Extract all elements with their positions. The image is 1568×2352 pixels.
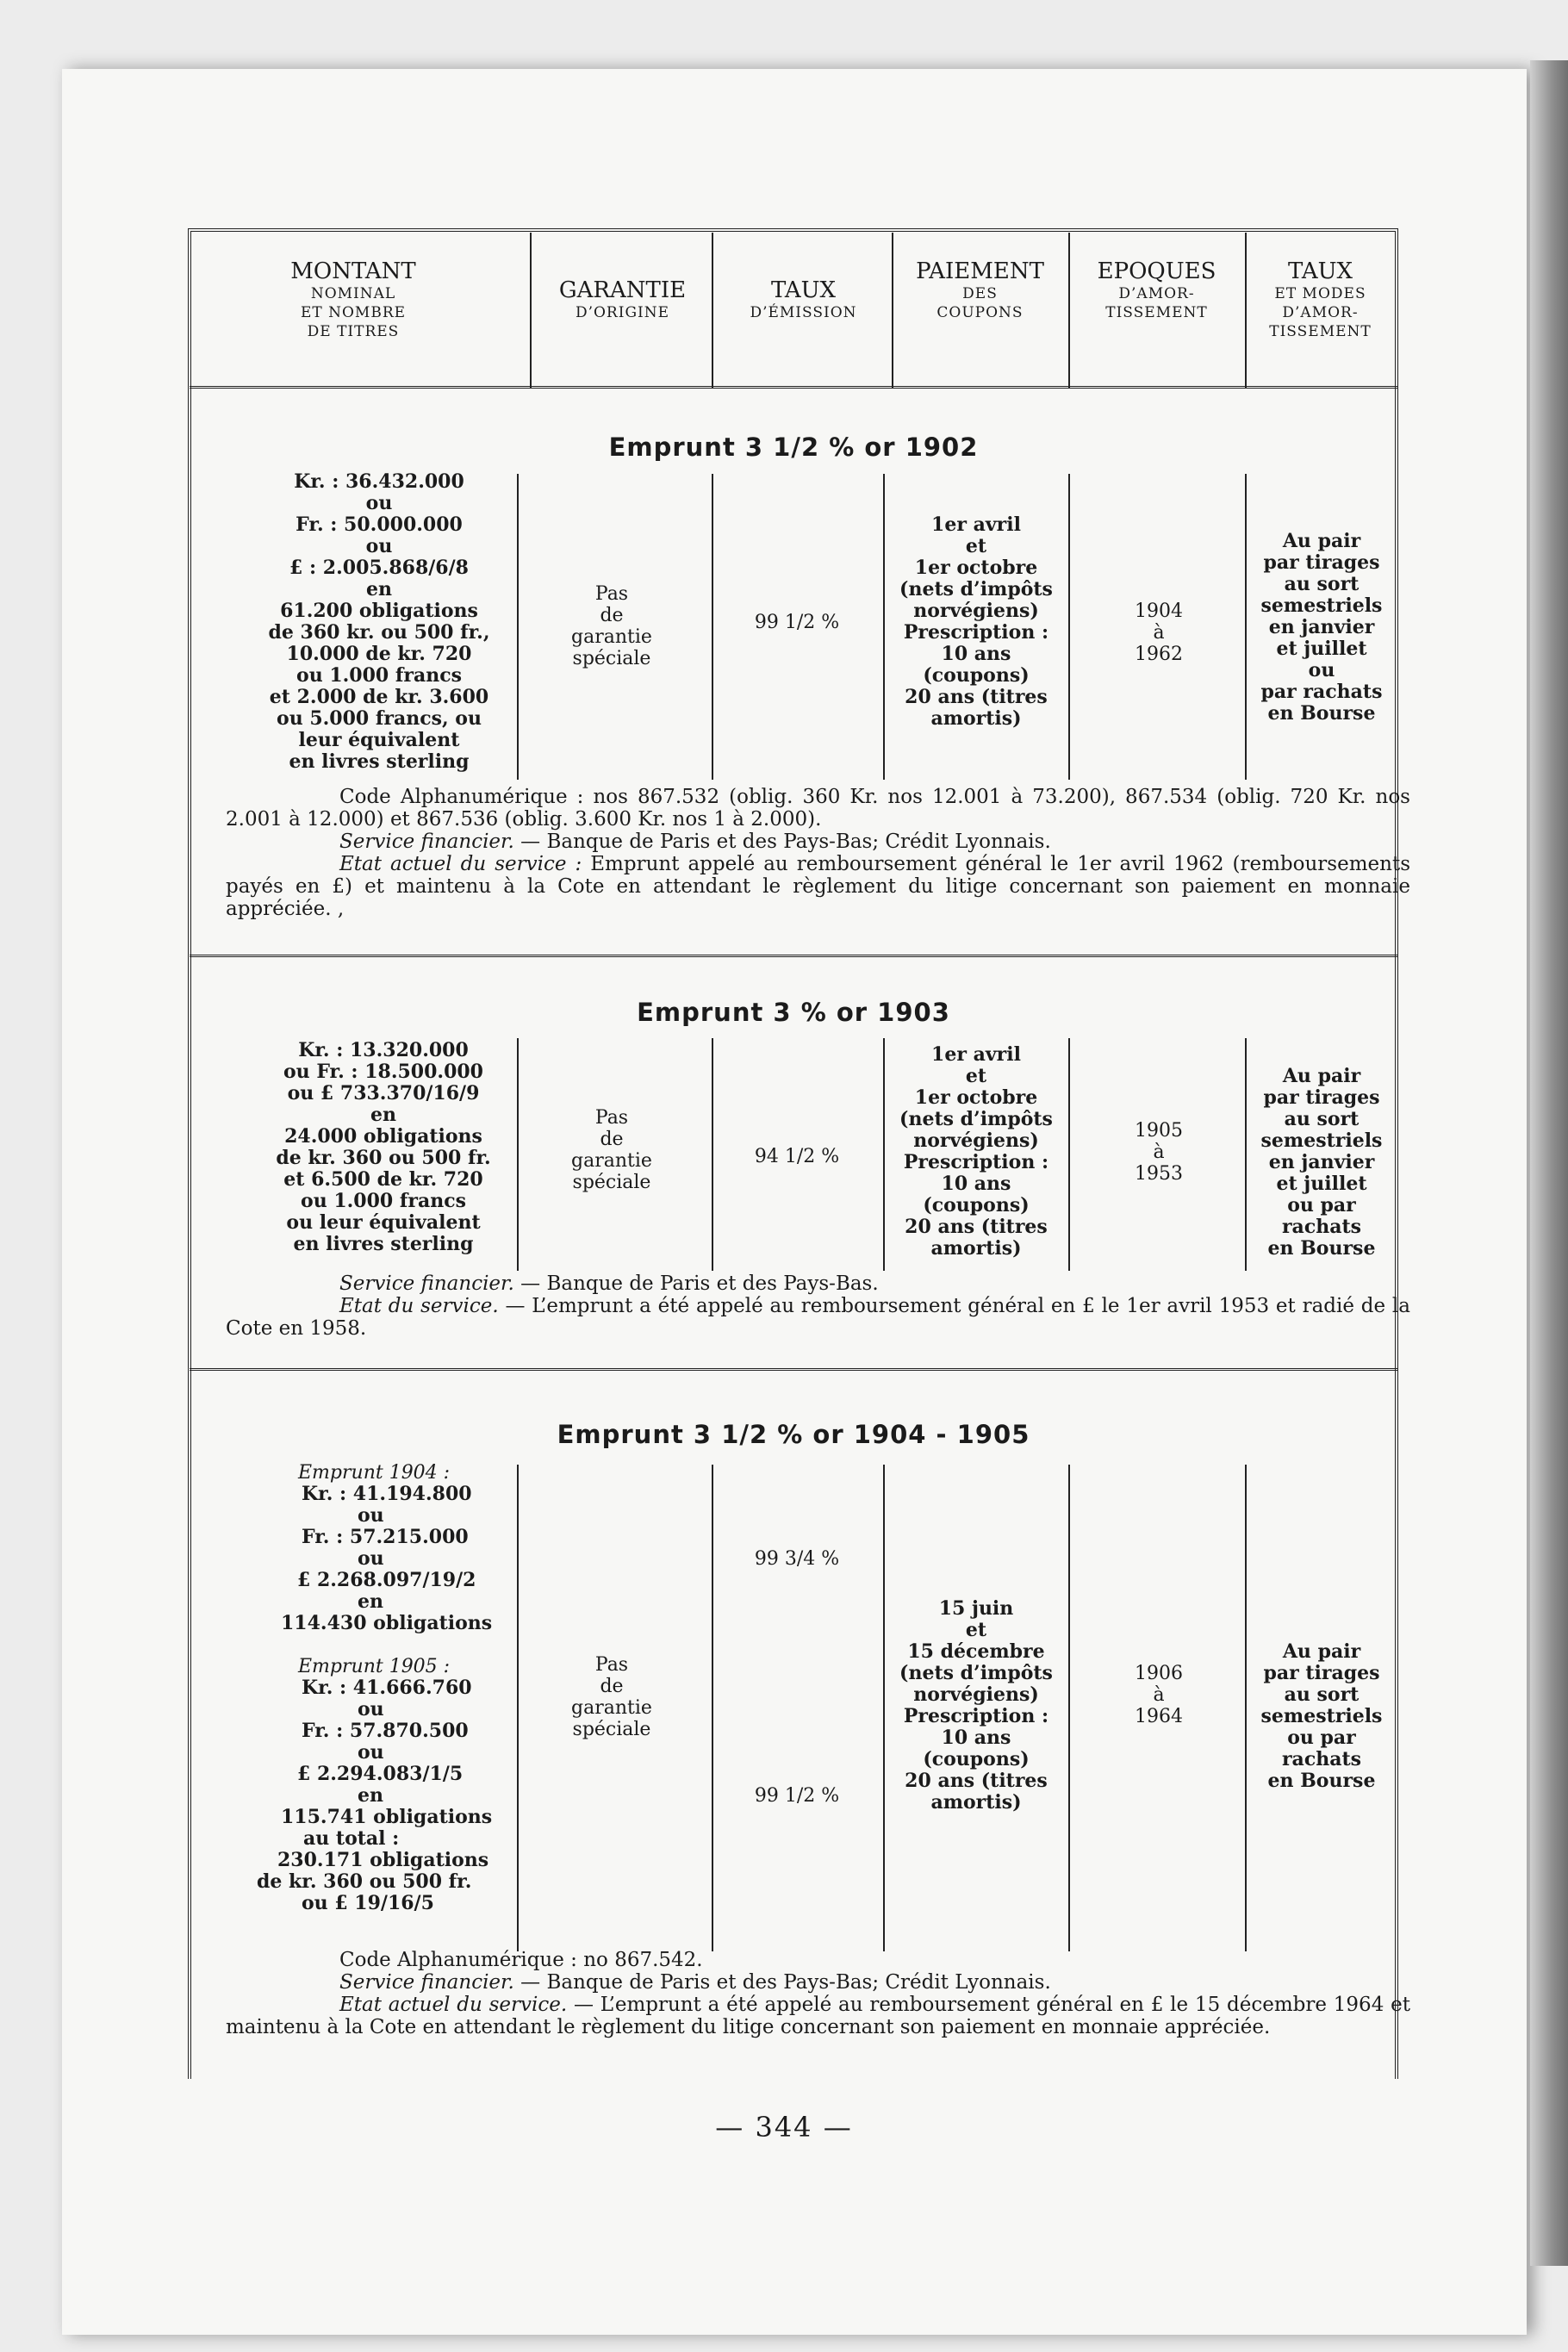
column-divider xyxy=(517,474,519,780)
column-divider xyxy=(1068,1038,1070,1271)
taux-emission-1905: 99 1/2 % xyxy=(754,1785,840,1807)
header-epoques: EPOQUES D’AMOR- TISSEMENT xyxy=(1097,258,1216,321)
loan-title-1903: Emprunt 3 % or 1903 xyxy=(637,998,950,1027)
header-montant: MONTANT NOMINAL ET NOMBRE DE TITRES xyxy=(290,258,416,340)
service-1904-1905: Service financier. — Banque de Paris et des Pays-Bas; Crédit Lyonnais. xyxy=(339,1971,1051,1994)
column-divider xyxy=(517,1038,519,1271)
book-spine-shadow xyxy=(1530,60,1568,2266)
etat-1902: Etat actuel du service : Emprunt appelé au remboursement général le 1er avril 1962 (remboursements payés en £) et maintenu à la Cote en attendant le règlement du litige concernant son paiement en monnaie appréciée. , xyxy=(226,853,1410,920)
column-divider xyxy=(517,1465,519,1951)
column-divider xyxy=(1245,1038,1247,1271)
paiement-1904-1905: 15 juin et 15 décembre (nets d’impôts norvégiens) Prescription : 10 ans (coupons) 20 ans (titres amortis) xyxy=(899,1597,1053,1814)
epoques-1904-1905: 1906 à 1964 xyxy=(1135,1663,1183,1727)
section-rule xyxy=(190,1368,1397,1371)
paiement-1902: 1er avril et 1er octobre (nets d’impôts norvégiens) Prescription : 10 ans (coupons) 20 ans (titres amortis) xyxy=(899,513,1053,730)
taux-emission-1903: 94 1/2 % xyxy=(754,1146,840,1167)
header-divider xyxy=(1068,233,1070,388)
taux-emission-1904: 99 3/4 % xyxy=(754,1548,840,1570)
column-divider xyxy=(883,1465,885,1951)
column-divider xyxy=(712,474,713,780)
header-garantie: GARANTIE D’ORIGINE xyxy=(558,277,687,321)
montant-1905: Emprunt 1905 : Kr. : 41.666.760 ou Fr. : 57.870.500 ou £ 2.294.083/1/5 en 115.741 obligations au total : 230.171 obligations de kr. 360 ou 500 fr. ou £ 19/16/5 xyxy=(257,1656,493,1914)
montant-1902: Kr. : 36.432.000 ou Fr. : 50.000.000 ou £ : 2.005.868/6/8 en 61.200 obligations de 360 kr. ou 500 fr., 10.000 de kr. 720 ou 1.000 francs et 2.000 de kr. 3.600 ou 5.000 francs, ou leur équivalent en livres sterling xyxy=(268,470,490,773)
taux-modes-1904-1905: Au pair par tirages au sort semestriels ou par rachats en Bourse xyxy=(1260,1640,1383,1792)
montant-1904: Emprunt 1904 : Kr. : 41.194.800 ou Fr. : 57.215.000 ou £ 2.268.097/19/2 en 114.430 obligations xyxy=(281,1462,493,1634)
header-divider xyxy=(530,233,532,388)
garantie-1904-1905: Pas de garantie spéciale xyxy=(571,1654,652,1740)
loan-title-1902: Emprunt 3 1/2 % or 1902 xyxy=(608,432,979,462)
column-divider xyxy=(1068,1465,1070,1951)
header-taux-modes: TAUX ET MODES D’AMOR- TISSEMENT xyxy=(1269,258,1372,340)
taux-modes-1903: Au pair par tirages au sort semestriels en janvier et juillet ou par rachats en Bourse xyxy=(1260,1065,1383,1260)
loan-title-1904-1905: Emprunt 3 1/2 % or 1904 - 1905 xyxy=(557,1420,1030,1449)
column-divider xyxy=(883,1038,885,1271)
epoques-1902: 1904 à 1962 xyxy=(1135,600,1183,665)
notes-1902 xyxy=(226,786,1410,920)
notes-1904-1905 xyxy=(226,1949,1410,2038)
section-rule xyxy=(190,955,1397,957)
column-divider xyxy=(1068,474,1070,780)
page-number: — 344 — xyxy=(715,2111,853,2144)
header-taux-emission: TAUX D’ÉMISSION xyxy=(750,277,857,321)
column-divider xyxy=(1245,474,1247,780)
notes-1903 xyxy=(226,1272,1410,1340)
header-divider xyxy=(1245,233,1247,388)
service-1902: Service financier. — Banque de Paris et des Pays-Bas; Crédit Lyonnais. xyxy=(339,831,1051,853)
garantie-1902: Pas de garantie spéciale xyxy=(571,583,652,669)
etat-1904-1905: Etat actuel du service. — L’emprunt a été appelé au remboursement général en £ le 15 décembre 1964 et maintenu à la Cote en attendant le règlement du litige concernant son paiement en monnaie appréciée. xyxy=(226,1994,1410,2038)
epoques-1903: 1905 à 1953 xyxy=(1135,1120,1183,1185)
header-divider xyxy=(712,233,713,388)
code-1904-1905: Code Alphanumérique : no 867.542. xyxy=(339,1949,703,1971)
header-rule xyxy=(190,386,1397,389)
column-divider xyxy=(883,474,885,780)
garantie-1903: Pas de garantie spéciale xyxy=(571,1107,652,1193)
paiement-1903: 1er avril et 1er octobre (nets d’impôts norvégiens) Prescription : 10 ans (coupons) 20 ans (titres amortis) xyxy=(899,1043,1053,1260)
service-1903: Service financier. — Banque de Paris et des Pays-Bas. xyxy=(339,1272,879,1295)
column-divider xyxy=(712,1038,713,1271)
column-divider xyxy=(712,1465,713,1951)
column-divider xyxy=(1245,1465,1247,1951)
header-divider xyxy=(892,233,893,388)
taux-emission-1902: 99 1/2 % xyxy=(754,612,840,633)
taux-modes-1902: Au pair par tirages au sort semestriels en janvier et juillet ou par rachats en Bourse xyxy=(1260,530,1383,725)
code-1902: Code Alphanumérique : nos 867.532 (oblig. 360 Kr. nos 12.001 à 73.200), 867.534 (oblig. 720 Kr. nos 2.001 à 12.000) et 867.536 (oblig. 3.600 Kr. nos 1 à 2.000). xyxy=(226,786,1410,831)
etat-1903: Etat du service. — L’emprunt a été appelé au remboursement général en £ le 1er avril 1953 et radié de la Cote en 1958. xyxy=(226,1295,1410,1340)
montant-1903: Kr. : 13.320.000 ou Fr. : 18.500.000 ou £ 733.370/16/9 en 24.000 obligations de kr. 360 ou 500 fr. et 6.500 de kr. 720 ou 1.000 francs ou leur équivalent en livres sterling xyxy=(276,1039,491,1255)
header-paiement: PAIEMENT DES COUPONS xyxy=(916,258,1044,321)
